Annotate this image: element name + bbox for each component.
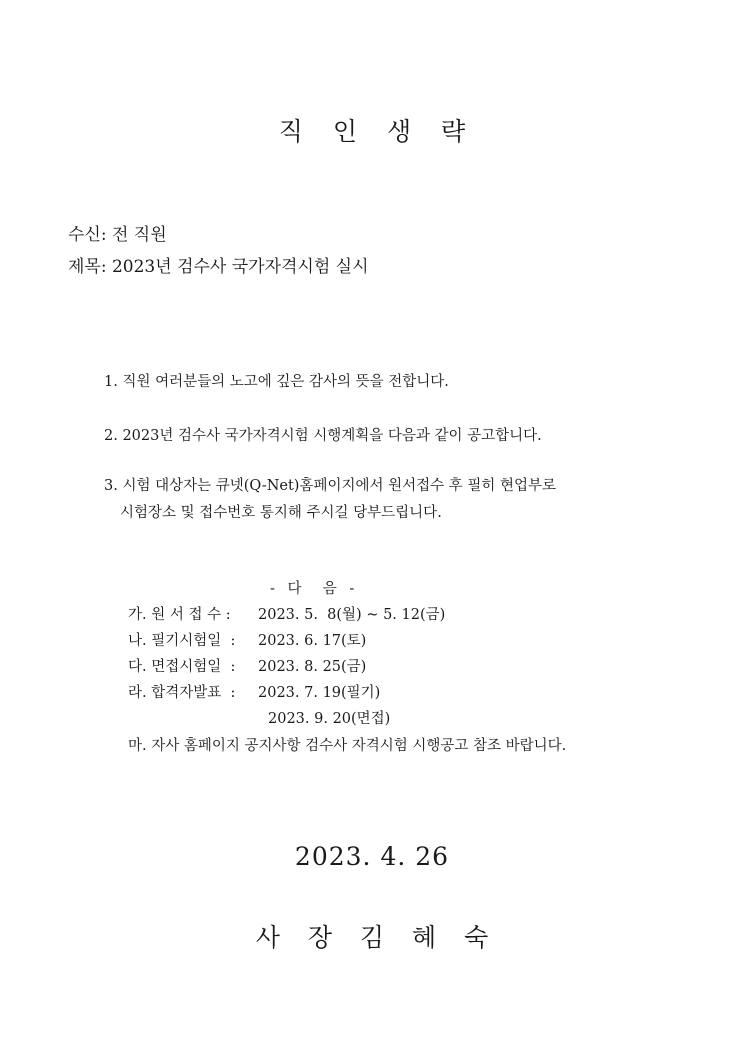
signer-name: 사 장 김 혜 숙 (255, 923, 499, 952)
paragraph-1: 1. 직원 여러분들의 노고에 깊은 감사의 뜻을 전합니다. (104, 374, 449, 390)
schedule-row (128, 681, 380, 702)
schedule-value: 2023. 8. 25(금) (258, 659, 367, 675)
subject-line: 제목: 2023년 검수사 국가자격시험 실시 (68, 257, 369, 277)
schedule-label: 다. 면접시험일 : (128, 659, 236, 675)
recipient-line: 수신: 전 직원 (68, 225, 167, 245)
schedule-row (128, 655, 366, 676)
schedule-row (128, 603, 445, 624)
schedule-value: 2023. 5. 8(월) ~ 5. 12(금) (258, 607, 446, 623)
seal-omitted-title: 직 인 생 략 (278, 117, 477, 146)
paragraph-2: 2. 2023년 검수사 국가자격시험 시행계획을 다음과 같이 공고합니다. (104, 428, 542, 444)
schedule-value: 2023. 7. 19(필기) (258, 685, 381, 701)
schedule-extra-value: 2023. 9. 20(면접) (268, 711, 391, 727)
document-date: 2023. 4. 26 (294, 842, 450, 871)
schedule-label: 라. 합격자발표 : (128, 685, 236, 701)
schedule-row (128, 629, 366, 650)
schedule-value: 2023. 6. 17(토) (258, 633, 367, 649)
schedule-label: 가. 원 서 접 수 : (128, 607, 231, 623)
schedule-note: 마. 자사 홈페이지 공지사항 검수사 자격시험 시행공고 참조 바랍니다. (128, 738, 567, 754)
schedule-label: 나. 필기시험일 : (128, 633, 236, 649)
details-heading: - 다 음 - (270, 581, 359, 597)
paragraph-3: 3. 시험 대상자는 큐넷(Q-Net)홈페이지에서 원서접수 후 필히 현업부로 (104, 478, 556, 494)
paragraph-3-continuation: 시험장소 및 접수번호 통지해 주시길 당부드립니다. (120, 505, 442, 521)
